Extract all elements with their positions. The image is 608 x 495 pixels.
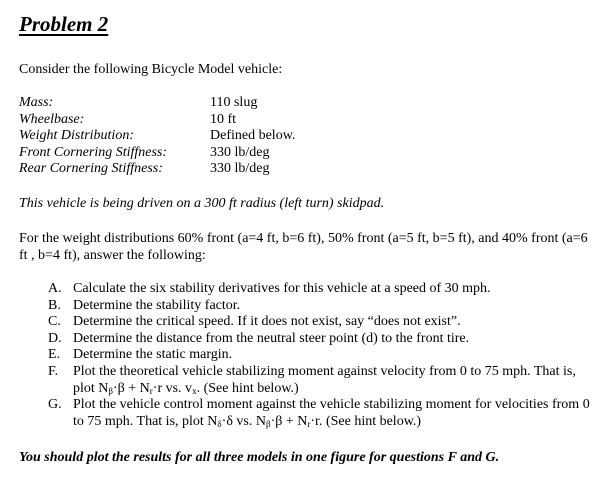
- task-text: Calculate the six stability derivatives for this vehicle at a speed of 30 mph.: [73, 281, 491, 296]
- param-value: 110 slug: [210, 95, 258, 110]
- param-row-mass: [19, 95, 579, 112]
- subscript: x: [192, 385, 197, 396]
- param-label: Wheelbase:: [19, 111, 85, 127]
- task-list: [48, 281, 593, 430]
- task-letter: C.: [48, 314, 61, 330]
- task-text: Determine the critical speed. If it does not exist, say “does not exist”.: [73, 314, 461, 330]
- task-letter: F.: [48, 363, 59, 379]
- vehicle-parameters: [19, 95, 579, 178]
- text-run: ·β + N: [270, 413, 308, 429]
- param-label: Weight Distribution:: [19, 128, 134, 143]
- param-row-front-cornering-stiffness: [19, 145, 579, 162]
- task-letter: E.: [48, 347, 61, 363]
- text-run: ·β + N: [112, 380, 150, 396]
- task-item-c: [48, 314, 593, 331]
- task-text: Determine the static margin.: [73, 347, 233, 363]
- task-item-e: [48, 347, 593, 364]
- footer-note: You should plot the results for all three models in one figure for questions F and G.: [19, 450, 500, 465]
- param-label: Front Cornering Stiffness:: [19, 144, 168, 160]
- task-letter: D.: [48, 330, 62, 346]
- text-run: ·r. (See hint below.): [310, 413, 422, 429]
- task-item-b: [48, 298, 593, 315]
- subscript: β: [266, 418, 271, 429]
- param-value: 330 lb/deg: [210, 161, 270, 176]
- task-letter: A.: [48, 281, 62, 296]
- param-label: Rear Cornering Stiffness:: [19, 161, 163, 176]
- text-run: Plot the vehicle control moment against the vehicle stabilizing moment for velocities from 0 to 75 mph. That is, plot N: [73, 397, 590, 429]
- subscript: β: [108, 385, 113, 396]
- text-run: Plot the theoretical vehicle stabilizing moment against velocity from 0 to 75 mph. That is, plot N: [73, 363, 576, 396]
- task-letter: B.: [48, 297, 61, 313]
- task-item-g: [48, 397, 593, 430]
- task-item-d: [48, 331, 593, 348]
- task-text: Determine the distance from the neutral steer point (d) to the front tire.: [73, 330, 470, 346]
- param-label: Mass:: [19, 95, 54, 110]
- weight-distributions-text: For the weight distributions 60% front (a=4 ft, b=6 ft), 50% front (a=5 ft, b=5 ft), and 40% front (a=6 ft , b=4 ft), answer the following:: [19, 231, 588, 263]
- task-letter: G.: [48, 397, 62, 413]
- subscript: r: [307, 418, 311, 429]
- text-run: ·r vs. v: [152, 380, 193, 396]
- page-title: Problem 2: [19, 12, 109, 36]
- task-text: [73, 364, 576, 396]
- text-run: . (See hint below.): [196, 380, 299, 396]
- subscript: r: [149, 385, 153, 396]
- subscript: δ: [217, 418, 222, 429]
- task-text: [73, 397, 590, 429]
- task-text: Determine the stability factor.: [73, 297, 241, 313]
- scenario-text: This vehicle is being driven on a 300 ft radius (left turn) skidpad.: [19, 196, 385, 211]
- param-row-weight-distribution: [19, 128, 579, 145]
- param-value: 330 lb/deg: [210, 144, 270, 160]
- text-run: ·δ vs. N: [221, 413, 266, 429]
- task-item-f: [48, 364, 593, 397]
- param-value: 10 ft: [210, 111, 237, 127]
- task-item-a: [48, 281, 593, 298]
- intro-text: Consider the following Bicycle Model vehicle:: [19, 62, 283, 77]
- param-row-rear-cornering-stiffness: [19, 161, 579, 178]
- param-row-wheelbase: [19, 112, 579, 129]
- param-value: Defined below.: [210, 128, 296, 143]
